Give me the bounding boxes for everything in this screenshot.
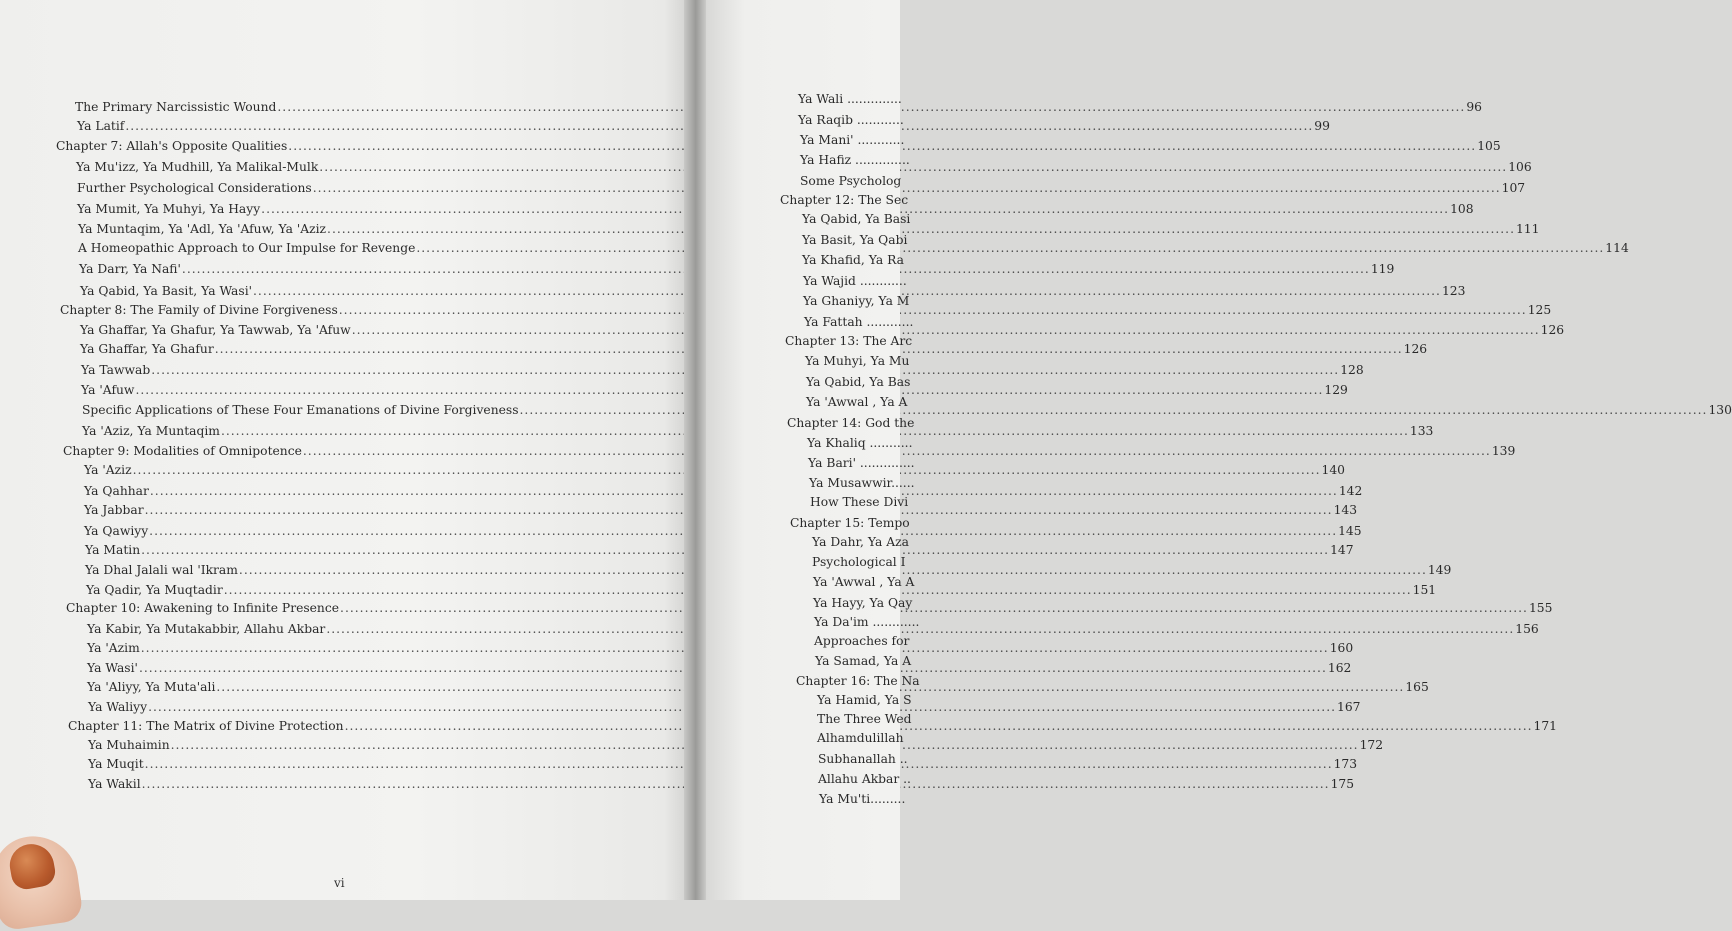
toc-entry-title: Ya 'Aziz (84, 463, 132, 477)
toc-entry-title: Ya Matin (85, 543, 141, 557)
toc-entry-page: 99 (1314, 119, 1330, 133)
toc-entry: How These Divi (810, 495, 909, 509)
toc-leader-dots (326, 622, 1514, 636)
toc-entry-title: Further Psychological Considerations (77, 181, 312, 195)
toc-entry-page: 149 (1427, 563, 1452, 577)
toc-entry: Ya Hamid, Ya S (817, 693, 912, 707)
toc-entry-title: Ya Muqit (88, 757, 144, 771)
toc-entry-page: 156 (1515, 622, 1539, 636)
toc-entry: Ya Mani' ............ (800, 133, 905, 147)
toc-entry-title: Ya Qahhar (84, 484, 149, 498)
toc-entry: Psychological I (812, 555, 906, 569)
toc-entry-title: Ya Muhaimin (88, 738, 170, 752)
toc-entry-page: 139 (1491, 444, 1516, 458)
toc-entry-page: 142 (1338, 484, 1363, 498)
toc-entry-title: Ya Mumit, Ya Muhyi, Ya Hayy (77, 202, 261, 216)
toc-entry-page: 162 (1327, 661, 1352, 675)
toc-entry: Chapter 15: Tempo (790, 516, 910, 530)
toc-entry-title: The Primary Narcissistic Wound (75, 100, 277, 114)
toc-entry-title: Ya Muntaqim, Ya 'Adl, Ya 'Afuw, Ya 'Aziz (78, 222, 327, 236)
toc-entry-title: Specific Applications of These Four Emanations of Divine Forgiveness (82, 403, 519, 417)
toc-leader-dots (319, 160, 1507, 174)
toc-entry: Alhamdulillah (817, 731, 904, 745)
toc-entry-title: Ya Wasi' (87, 661, 138, 675)
toc-leader-dots (327, 222, 1515, 236)
toc-entry-title: Ya Qawiyy (84, 524, 149, 538)
toc-entry: Ya Musawwir...... (809, 476, 915, 490)
toc-leader-dots (340, 601, 1528, 615)
toc-entry-page: 108 (1450, 202, 1474, 216)
toc-entry: Some Psycholog (800, 174, 902, 188)
toc-entry-title: A Homeopathic Approach to Our Impulse for Revenge (78, 241, 416, 255)
right-page (706, 0, 920, 900)
toc-entry: The Three Wed (817, 712, 912, 726)
toc-entry: Chapter 14: God the (787, 416, 915, 430)
toc-entry-page: 130 (1708, 403, 1732, 417)
toc-entry-page: 151 (1412, 583, 1437, 597)
toc-entry: Ya Ghaniyy, Ya M (803, 294, 910, 308)
toc-entry: Ya Khafid, Ya Ra (802, 253, 905, 267)
toc-entry-page: 106 (1508, 160, 1532, 174)
toc-entry-page: 126 (1540, 323, 1565, 337)
page-number: vi (334, 876, 345, 890)
toc-entry-title: Ya 'Aziz, Ya Muntaqim (82, 424, 220, 438)
toc-entry: Ya 'Awwal , Ya A (813, 575, 915, 589)
toc-entry: Ya Basit, Ya Qabi (802, 233, 908, 247)
toc-leader-dots (352, 323, 1540, 337)
toc-entry-page: 165 (1405, 680, 1429, 694)
toc-entry-title: Chapter 8: The Family of Divine Forgiveness (60, 303, 338, 317)
toc-entry-page: 172 (1359, 738, 1384, 752)
toc-entry-title: Chapter 10: Awakening to Infinite Presence (66, 601, 340, 615)
toc-entry: Allahu Akbar .. (818, 772, 911, 786)
toc-entry-title: Ya 'Afuw (81, 383, 135, 397)
toc-leader-dots (339, 303, 1527, 317)
toc-entry-page: 155 (1528, 601, 1553, 615)
toc-entry-page: 160 (1329, 641, 1354, 655)
toc-entry-page: 171 (1533, 719, 1557, 733)
toc-entry-title: Chapter 11: The Matrix of Divine Protection (68, 719, 344, 733)
toc-entry-title: Ya Tawwab (81, 363, 151, 377)
toc-entry: Ya Samad, Ya A (815, 654, 912, 668)
toc-entry-page: 96 (1466, 100, 1482, 114)
toc-entry-page: 167 (1337, 700, 1361, 714)
toc-entry-title: Chapter 7: Allah's Opposite Qualities (56, 139, 288, 153)
toc-entry: Ya 'Awwal , Ya A (806, 395, 908, 409)
toc-entry-page: 125 (1527, 303, 1552, 317)
toc-entry-page: 140 (1321, 463, 1345, 477)
toc-entry: Ya Raqib ............ (798, 113, 904, 127)
toc-entry-title: Ya Darr, Ya Nafi' (79, 262, 181, 276)
toc-entry-page: 145 (1338, 524, 1362, 538)
toc-entry-title: Ya Kabir, Ya Mutakabbir, Allahu Akbar (87, 622, 326, 636)
toc-entry: Ya Bari' .............. (808, 456, 915, 470)
toc-entry-title: Ya Jabbar (84, 503, 144, 517)
toc-entry: Ya Muhyi, Ya Mu (805, 354, 910, 368)
toc-entry-title: Ya Latif (77, 119, 125, 133)
toc-entry-title: Ya Waliyy (88, 700, 148, 714)
toc-entry-page: 129 (1324, 383, 1348, 397)
toc-entry-title: Ya Ghaffar, Ya Ghafur (80, 342, 214, 356)
toc-entry: Ya Da'im ............ (814, 615, 920, 629)
toc-entry-title: Ya Wakil (88, 777, 141, 791)
toc-entry: Approaches for (814, 634, 910, 648)
toc-entry: Chapter 13: The Arc (785, 334, 913, 348)
toc-entry: Ya Wajid ............ (803, 274, 907, 288)
toc-entry: Ya Wali .............. (798, 92, 902, 106)
toc-entry: Ya Mu'ti......... (819, 792, 906, 806)
toc-entry-page: 175 (1330, 777, 1355, 791)
toc-entry: Ya Fattah ............ (804, 315, 914, 329)
toc-entry-page: 111 (1515, 222, 1540, 236)
toc-entry-title: Ya 'Azim (87, 641, 140, 655)
toc-entry: Ya Qabid, Ya Bas (806, 375, 911, 389)
toc-entry-page: 133 (1409, 424, 1434, 438)
toc-entry: Ya Khaliq ........... (807, 436, 913, 450)
toc-entry-page: 126 (1403, 342, 1428, 356)
toc-entry-page: 147 (1330, 543, 1354, 557)
toc-entry: Chapter 16: The Na (796, 674, 920, 688)
toc-entry-page: 128 (1340, 363, 1364, 377)
toc-entry-title: Ya Qadir, Ya Muqtadir (86, 583, 223, 597)
toc-entry-title: Ya Mu'izz, Ya Mudhill, Ya Malikal-Mulk (76, 160, 319, 174)
toc-entry: Ya Hayy, Ya Qay (813, 596, 913, 610)
toc-entry: Subhanallah .. (818, 752, 908, 766)
toc-entry-title: Ya Dhal Jalali wal 'Ikram (85, 563, 238, 577)
toc-entry-title: Chapter 9: Modalities of Omnipotence (63, 444, 302, 458)
toc-entry-page: 119 (1370, 262, 1395, 276)
toc-entry: Chapter 12: The Sec (780, 193, 909, 207)
toc-entry: Ya Hafiz .............. (800, 153, 910, 167)
toc-entry: Ya Dahr, Ya Aza (812, 535, 909, 549)
toc-entry-title: Ya 'Aliyy, Ya Muta'ali (87, 680, 216, 694)
toc-entry: Ya Qabid, Ya Basi (802, 212, 911, 226)
toc-entry-title: Ya Ghaffar, Ya Ghafur, Ya Tawwab, Ya 'Afuw (80, 323, 351, 337)
toc-entry-page: 143 (1333, 503, 1358, 517)
toc-entry-page: 105 (1477, 139, 1501, 153)
toc-leader-dots (416, 241, 1604, 255)
toc-entry-title: Ya Qabid, Ya Basit, Ya Wasi' (80, 284, 253, 298)
toc-entry-page: 173 (1333, 757, 1358, 771)
toc-entry-page: 114 (1605, 241, 1629, 255)
toc-entry-page: 123 (1441, 284, 1466, 298)
toc-leader-dots (345, 719, 1533, 733)
toc-entry-page: 107 (1501, 181, 1526, 195)
